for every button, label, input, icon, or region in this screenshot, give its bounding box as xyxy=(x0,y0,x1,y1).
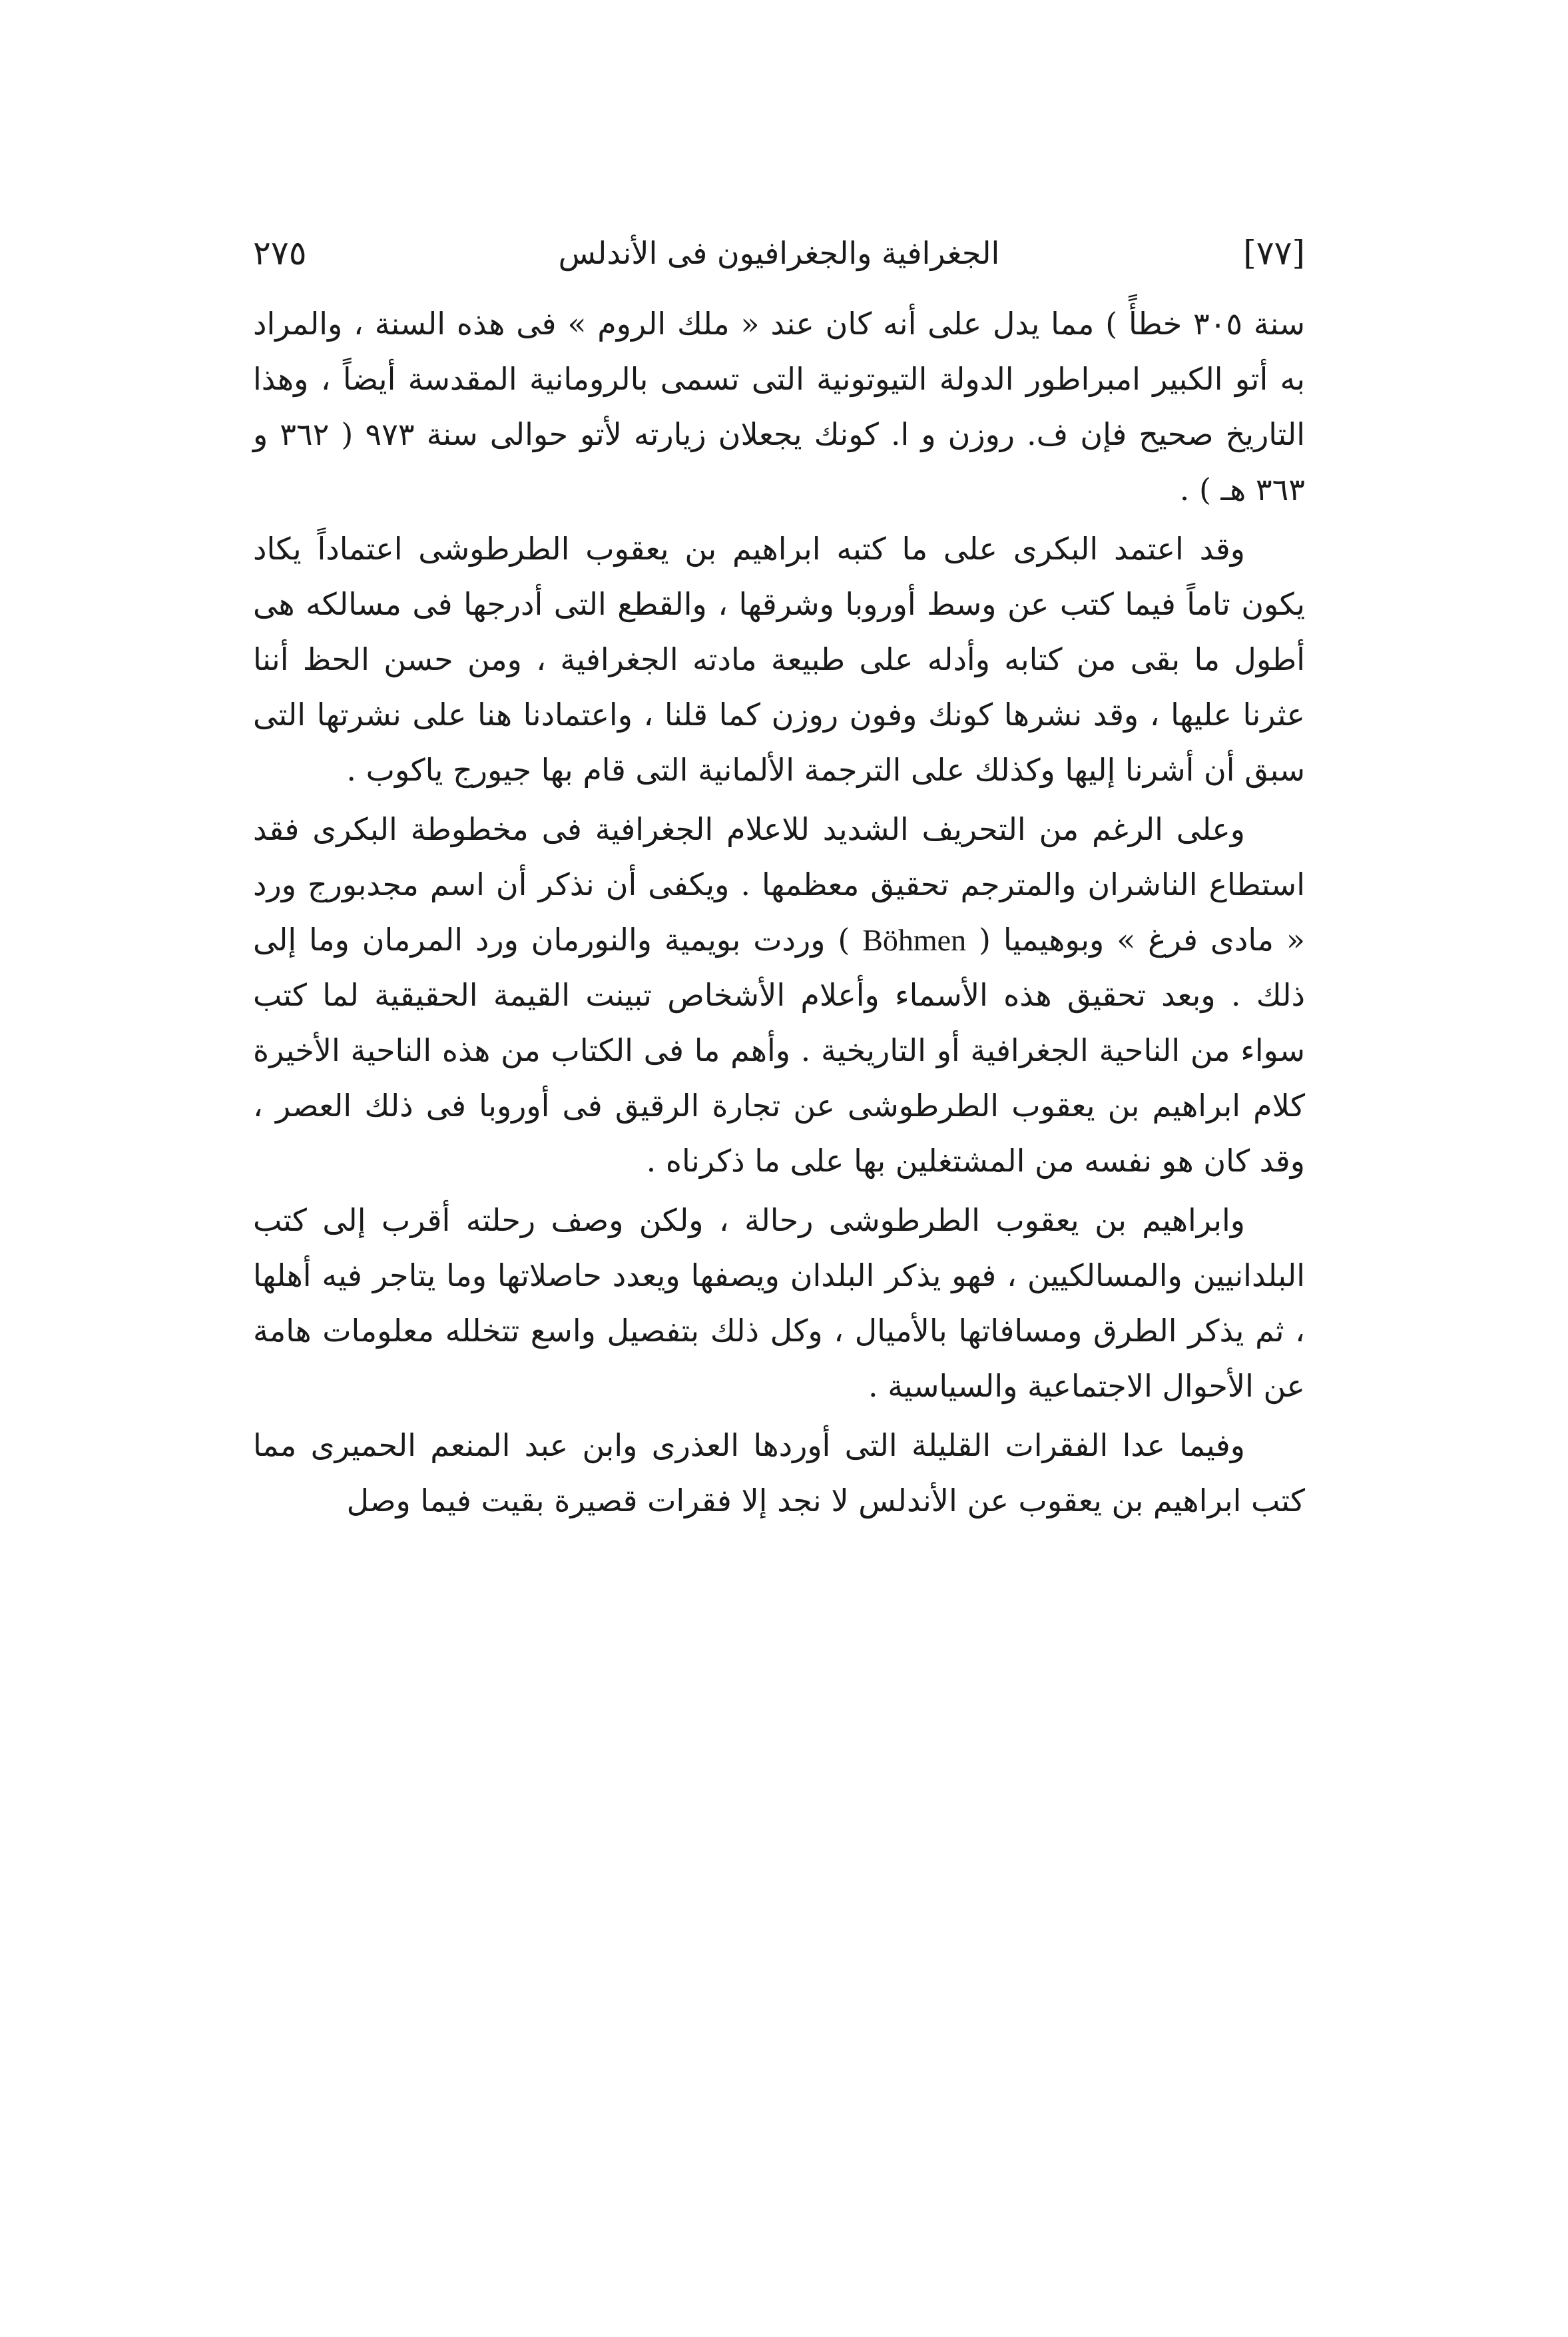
section-number: [٧٧] xyxy=(1243,234,1305,272)
body-text xyxy=(253,296,1305,1528)
paragraph-text: وعلى الرغم من التحريف الشديد للاعلام الجغرافية فى مخطوطة البكرى فقد استطاع الناشران والمترجم تحقيق معظمها . ويكفى أن نذكر أن اسم مجدبورج ورد « مادى فرغ » وبوهيميا ( xyxy=(253,811,1306,958)
page-header xyxy=(253,230,1305,283)
latin-term: Böhmen xyxy=(862,923,967,957)
running-title: الجغرافية والجغرافيون فى الأندلس xyxy=(558,235,1000,271)
paragraph: سنة ٣٠٥ خطأً ) مما يدل على أنه كان عند « ملك الروم » فى هذه السنة ، والمراد به أتو الكبير امبراطور الدولة التيوتونية التى تسمى بالرومانية المقدسة أيضاً ، وهذا التاريخ صحيح فإن ف. روزن و ا. كونك يجعلان زيارته لأتو حوالى سنة ٩٧٣ ( ٣٦٢ و ٣٦٣ هـ ) . xyxy=(253,306,1306,507)
paragraph-text: ) وردت بويمية والنورمان ورد المرمان وما إلى ذلك . وبعد تحقيق هذه الأسماء وأعلام الأشخاص تبينت القيمة الحقيقية لما كتب سواء من الناحية الجغرافية أو التاريخية . وأهم ما فى الكتاب من هذه الناحية الأخيرة كلام ابراهيم بن يعقوب الطرطوشى عن تجارة الرقيق فى أوروبا فى ذلك العصر ، وقد كان هو نفسه من المشتغلين بها على ما ذكرناه . xyxy=(253,922,1305,1179)
paragraph xyxy=(253,802,1305,1189)
paragraph: وفيما عدا الفقرات القليلة التى أوردها العذرى وابن عبد المنعم الحميرى مما كتب ابراهيم بن يعقوب عن الأندلس لا نجد إلا فقرات قصيرة بقيت فيما وصل xyxy=(253,1427,1305,1518)
paragraph: وابراهيم بن يعقوب الطرطوشى رحالة ، ولكن وصف رحلته أقرب إلى كتب البلدانيين والمسالكيين ، فهو يذكر البلدان ويصفها ويعدد حاصلاتها وما يتاجر فيه أهلها ، ثم يذكر الطرق ومسافاتها بالأميال ، وكل ذلك بتفصيل واسع تتخلله معلومات هامة عن الأحوال الاجتماعية والسياسية . xyxy=(253,1202,1305,1404)
page-number: ٢٧٥ xyxy=(253,234,307,272)
paragraph: وقد اعتمد البكرى على ما كتبه ابراهيم بن يعقوب الطرطوشى اعتماداً يكاد يكون تاماً فيما كتب عن وسط أوروبا وشرقها ، والقطع التى أدرجها فى مسالكه هى أطول ما بقى من كتابه وأدله على طبيعة مادته الجغرافية ، ومن حسن الحظ أننا عثرنا عليها ، وقد نشرها كونك وفون روزن كما قلنا ، واعتمادنا هنا على نشرتها التى سبق أن أشرنا إليها وكذلك على الترجمة الألمانية التى قام بها جيورج ياكوب . xyxy=(253,531,1305,788)
